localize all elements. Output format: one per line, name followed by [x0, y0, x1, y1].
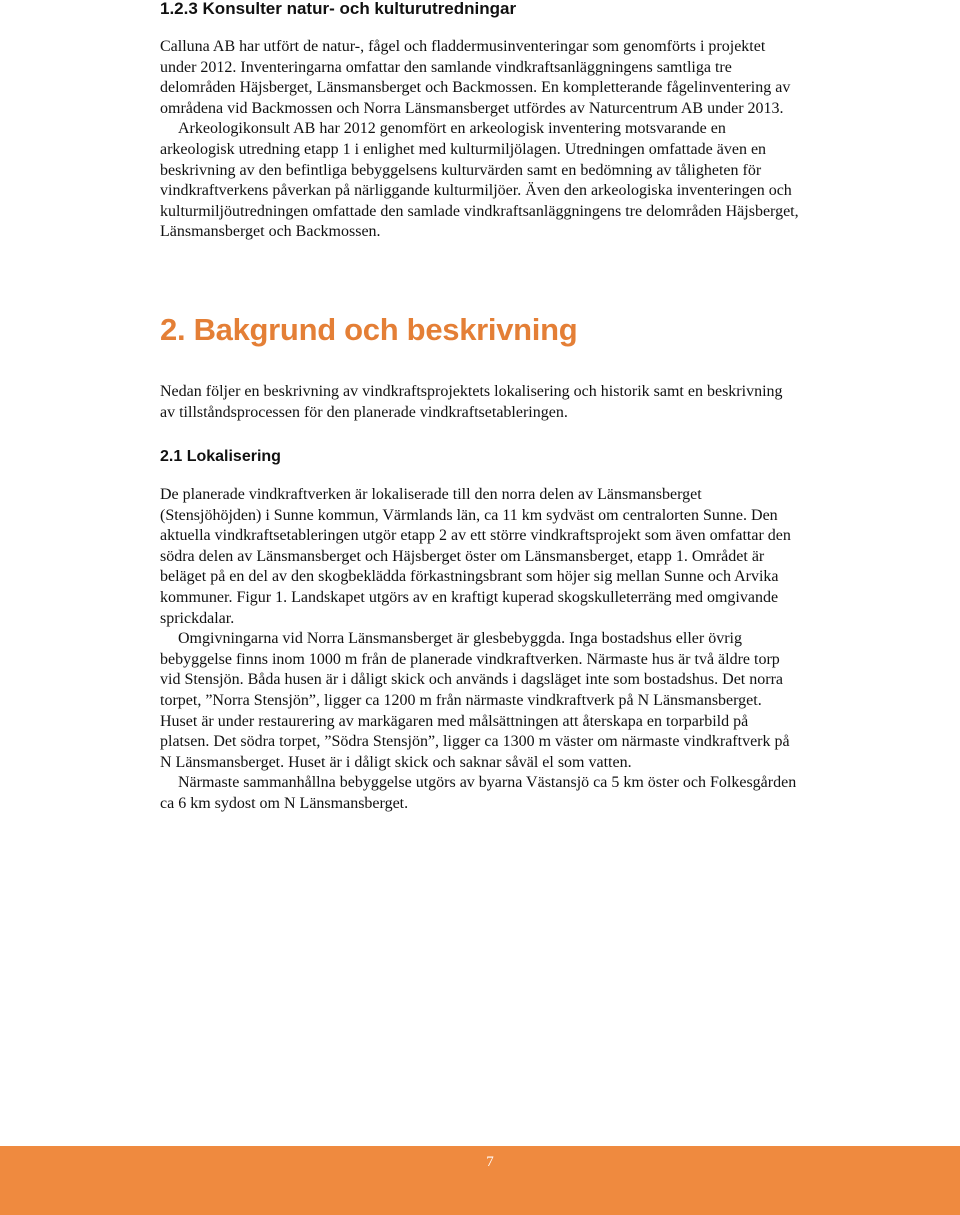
- section-heading-lokalisering: 2.1 Lokalisering: [160, 448, 281, 465]
- section-1-2-3-body: [160, 37, 800, 243]
- paragraph-bebyggelse: Närmaste sammanhållna bebyggelse utgörs av byarna Västansjö ca 5 km öster och Folkesgården ca 6 km sydost om N Länsmansberget.: [160, 774, 797, 812]
- chapter-heading-bakgrund: 2. Bakgrund och beskrivning: [160, 312, 578, 347]
- paragraph-omgivningar: Omgivningarna vid Norra Länsmansberget är glesbebyggda. Inga bostadshus eller övrig bebyggelse finns inom 1000 m från de planerade vindkraftverken. Närmaste hus är två äldre torp vid Stensjön. Båda husen är i dåligt skick och används i dagsläget inte som bostadshus. Det norra torpet, ”Norra Stensjön”, ligger ca 1200 m från närmaste vindkraftverk på N Länsmansberget. Huset är under restaurering av markägaren med målsättningen att återskapa en torparbild på platsen. Det södra torpet, ”Södra Stensjön”, ligger ca 1300 m väster om närmaste vindkraftverk på N Länsmansberget. Huset är i dåligt skick och saknar såväl el som vatten.: [160, 630, 790, 771]
- paragraph-arkeologikonsult: Arkeologikonsult AB har 2012 genomfört en arkeologisk inventering motsvarande en arkeologisk utredning etapp 1 i enlighet med kulturmiljölagen. Utredningen omfattade även en beskrivning av den befintliga bebyggelsens kulturvärden samt en bedömning av tåligheten för vindkraftverkens påverkan på närliggande kulturmiljöer. Även den arkeologiska inventeringen och kulturmiljöutredningen omfattade den samlade vindkraftsanläggningens tre delområden Häjsberget, Länsmansberget och Backmossen.: [160, 120, 799, 241]
- section-2-1-body: [160, 485, 800, 815]
- chapter-2-intro: [160, 382, 800, 423]
- paragraph-intro: Nedan följer en beskrivning av vindkraftsprojektets lokalisering och historik samt en beskrivning av tillståndsprocessen för den planerade vindkraftsetableringen.: [160, 383, 783, 421]
- paragraph-calluna: Calluna AB har utfört de natur-, fågel och fladdermusinventeringar som genomförts i projektet under 2012. Inventeringarna omfattar den samlande vindkraftsanläggningens samtliga tre delområden Häjsberget, Länsmansberget och Backmossen. En kompletterande fågelinventering av områdena vid Backmossen och Norra Länsmansberget utfördes av Naturcentrum AB under 2013.: [160, 38, 791, 117]
- paragraph-lokalisering: De planerade vindkraftverken är lokaliserade till den norra delen av Länsmansberget (Stensjöhöjden) i Sunne kommun, Värmlands län, ca 11 km sydväst om centralorten Sunne. Den aktuella vindkraftsetableringen utgör etapp 2 av ett större vindkraftsprojekt som även omfattar den södra delen av Länsmansberget och Häjsberget öster om Länsmansberget, etapp 1. Området är beläget på en del av den skogbeklädda förkastningsbrant som höjer sig mellan Sunne och Arvika kommuner. Figur 1. Landskapet utgörs av en kraftigt kuperad skogskulleterräng med omgivande sprickdalar.: [160, 486, 791, 627]
- section-heading-1-2-3: 1.2.3 Konsulter natur- och kulturutredningar: [160, 0, 517, 18]
- page-number: 7: [486, 1154, 494, 1170]
